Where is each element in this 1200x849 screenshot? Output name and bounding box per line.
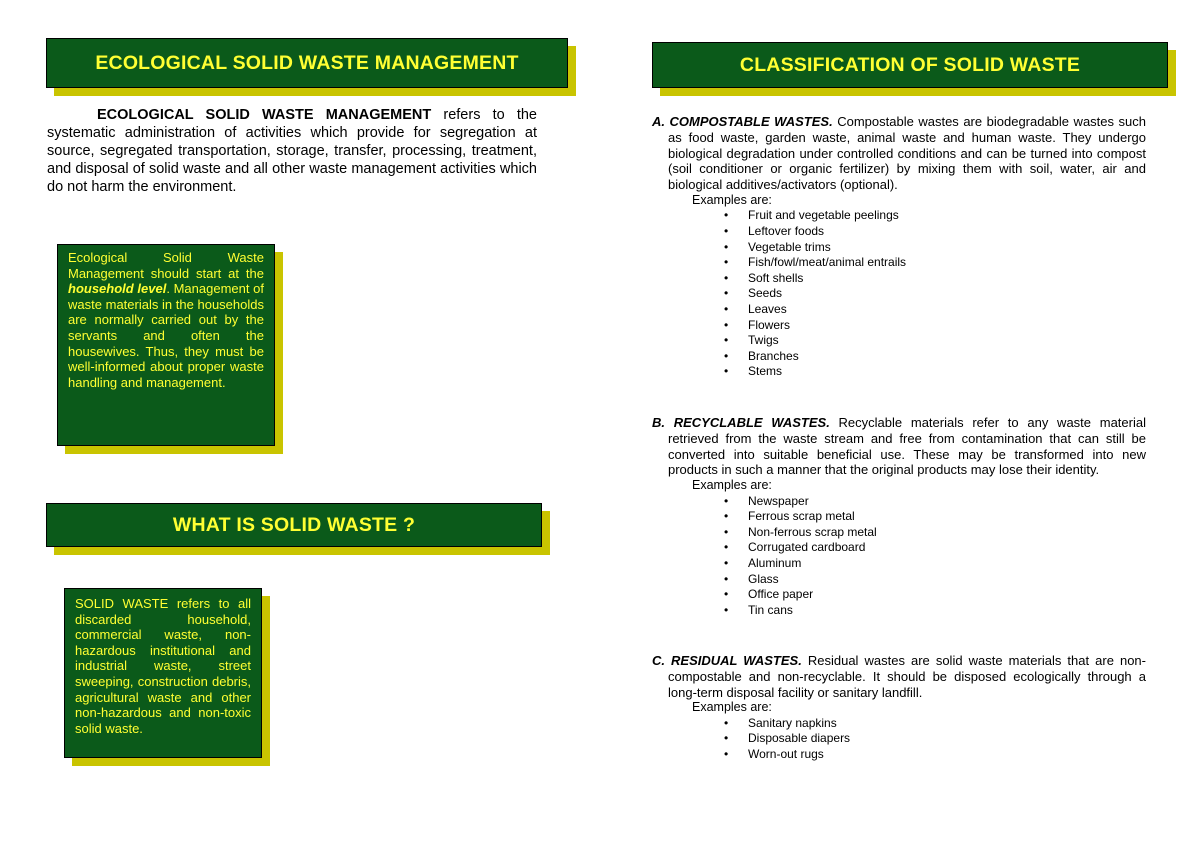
section-compostable (652, 114, 1146, 380)
list-item: • Corrugated cardboard (724, 540, 1146, 556)
list-item: • Vegetable trims (724, 240, 1146, 256)
list-item: • Leaves (724, 302, 1146, 318)
compostable-examples-label: Examples are: (692, 192, 772, 207)
list-item: • Stems (724, 364, 1146, 380)
list-item: • Fish/fowl/meat/animal entrails (724, 255, 1146, 271)
list-item: • Aluminum (724, 556, 1146, 572)
banner-ecological-swm (46, 38, 568, 88)
household-box (57, 244, 275, 446)
section-recyclable (652, 415, 1146, 618)
residual-list (652, 716, 1146, 763)
solid-waste-definition-text: SOLID WASTE refers to all discarded household, commercial waste, non-hazardous institutional and industrial waste, street sweeping, construction debris, agricultural waste and other non-hazardous and non-toxic solid waste. (75, 596, 251, 736)
list-item: • Leftover foods (724, 224, 1146, 240)
list-item: • Glass (724, 572, 1146, 588)
list-item: • Tin cans (724, 603, 1146, 619)
section-compostable-heading: A. COMPOSTABLE WASTES. (652, 114, 833, 129)
list-item: • Disposable diapers (724, 731, 1146, 747)
residual-examples-label: Examples are: (692, 700, 772, 715)
section-recyclable-heading: B. RECYCLABLE WASTES. (652, 415, 830, 430)
banner-what-is-solid-waste (46, 503, 542, 547)
list-item: • Branches (724, 349, 1146, 365)
section-recyclable-text: Recyclable materials refer to any waste material retrieved from the waste stream and free from contamination that can still be converted into suitable beneficial use. These may be transformed into new products in such a manner that the original products may lose their identity. (668, 415, 1146, 478)
banner-classification-text: CLASSIFICATION OF SOLID WASTE (739, 53, 1081, 76)
list-item: • Seeds (724, 286, 1146, 302)
section-residual-text: Residual wastes are solid waste materials that are non-compostable and non-recyclable. It should be disposed ecologically through a long-term disposal facility or sanitary landfill. (668, 653, 1146, 700)
banner-what-is-solid-waste-text: WHAT IS SOLID WASTE ? (172, 513, 416, 536)
banner-ecological-swm-text: ECOLOGICAL SOLID WASTE MANAGEMENT (95, 51, 519, 74)
compostable-list (652, 208, 1146, 380)
intro-text: refers to the systematic administration of activities which provide for segregation at source, segregated transportation, storage, transfer, processing, treatment, and disposal of solid waste and all other waste management activities which do not harm the environment. (47, 107, 537, 195)
list-item: • Soft shells (724, 271, 1146, 287)
recyclable-list (652, 494, 1146, 619)
household-level-emphasis: household level (68, 281, 167, 297)
solid-waste-definition-box (64, 588, 262, 758)
household-box-text-b: . Management of waste materials in the households are normally carried out by the servants and often the housewives. Thus, they must be well-informed about proper waste handling and management. (68, 281, 264, 390)
recyclable-examples-label: Examples are: (692, 478, 772, 493)
section-residual (652, 653, 1146, 763)
list-item: • Office paper (724, 587, 1146, 603)
list-item: • Ferrous scrap metal (724, 509, 1146, 525)
banner-classification (652, 42, 1168, 88)
list-item: • Worn-out rugs (724, 747, 1146, 763)
section-residual-heading: C. RESIDUAL WASTES. (652, 653, 802, 668)
section-compostable-text: Compostable wastes are biodegradable wastes such as food waste, garden waste, animal waste and human waste. They undergo biological degradation under controlled conditions and can be turned into compost (soil conditioner or organic fertilizer) by mixing them with soil, water, air and biological additives/activators (optional). (668, 114, 1146, 193)
list-item: • Sanitary napkins (724, 716, 1146, 732)
intro-paragraph (47, 106, 537, 196)
list-item: • Fruit and vegetable peelings (724, 208, 1146, 224)
list-item: • Non-ferrous scrap metal (724, 525, 1146, 541)
list-item: • Twigs (724, 333, 1146, 349)
list-item: • Flowers (724, 318, 1146, 334)
intro-term: ECOLOGICAL SOLID WASTE MANAGEMENT (97, 107, 432, 123)
household-box-text-a: Ecological Solid Waste Management should start at the (68, 250, 264, 281)
list-item: • Newspaper (724, 494, 1146, 510)
